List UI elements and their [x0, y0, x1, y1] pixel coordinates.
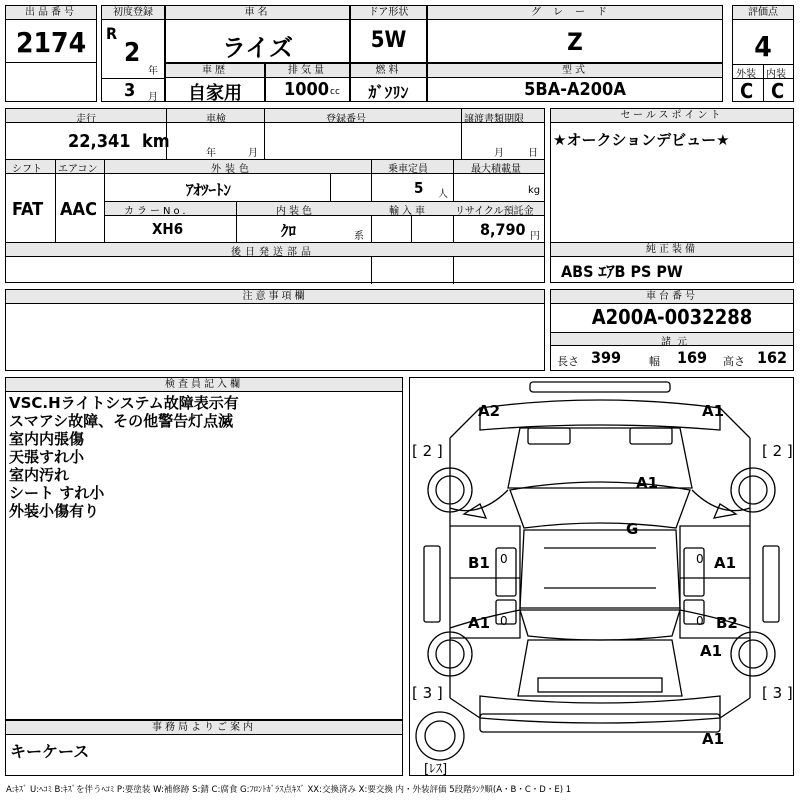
- mark-windshield: G: [626, 520, 639, 538]
- grade: Z: [567, 28, 583, 56]
- lot-number: 2174: [16, 26, 87, 59]
- max-load-label: 最大積載量: [471, 164, 521, 175]
- interior-color-suffix: 系: [354, 231, 364, 242]
- max-load-unit: kg: [528, 185, 541, 196]
- height-label: 高さ: [723, 355, 745, 368]
- model-code: 5BA-A200A: [524, 79, 626, 100]
- interior-grade: C: [771, 79, 785, 103]
- height: 162: [757, 348, 788, 367]
- equipment-box: [550, 242, 794, 283]
- legend: A:ｷｽﾞ U:ﾍｺﾐ B:ｷｽﾞを伴うﾍｺﾐ P:要塗装 W:補修跡 S:錆 C:腐食 G:ﾌﾛﾝﾄｶﾞﾗｽ点ｷｽﾞ XX:交換済み X:要交換 内・外装評価 5段階ﾗﾝｸ順(A・B・C・D・E) 1: [6, 785, 572, 795]
- exterior-grade: C: [740, 79, 754, 103]
- model-name: ライズ: [221, 34, 294, 62]
- model-name-box: [165, 5, 350, 63]
- lot-number-label: 出品番号: [6, 6, 96, 20]
- color-number-label: カラーNo.: [124, 206, 189, 217]
- color-number: XH6: [152, 220, 184, 238]
- exterior-color: ｱｵﾂｰﾄﾝ: [186, 181, 232, 199]
- import-label: 輸入車: [389, 206, 428, 217]
- registration-month: 3: [124, 80, 136, 101]
- chassis-number: A200A-0032288: [591, 305, 753, 329]
- ac-label: エアコン: [58, 164, 98, 175]
- grade-box: [427, 5, 723, 63]
- first-registration-label: 初度登録: [102, 6, 164, 20]
- era: R: [106, 24, 118, 43]
- interior-label: 内装: [766, 69, 786, 80]
- transfer-deadline-label: 譲渡書類期限: [464, 114, 524, 125]
- note-line: 外装小傷有り: [9, 502, 100, 520]
- displacement-unit: cc: [330, 87, 340, 97]
- recycle-deposit-label: リサイクル預託金: [455, 206, 534, 217]
- inspector-box: [5, 377, 403, 720]
- spec-label: 諸元: [661, 337, 693, 348]
- history-box: [165, 63, 265, 102]
- model-code-box: [427, 63, 723, 102]
- sales-point-label: セールスポイント: [551, 109, 793, 123]
- note-line: スマアシ故障、その他警告灯点滅: [9, 412, 234, 430]
- note-line: VSC.Hライトシステム故障表示有: [9, 394, 239, 412]
- mark-rear-bumper: A1: [702, 730, 725, 748]
- chassis-label: 車台番号: [551, 290, 793, 304]
- interior-color: ｸﾛ: [281, 222, 297, 240]
- mark-right-rear-door: B2: [716, 614, 738, 632]
- car-outline: [410, 378, 793, 775]
- first-registration-box: [101, 5, 165, 102]
- damage-diagram: [409, 377, 794, 776]
- displacement: 1000: [284, 79, 330, 100]
- width: 169: [677, 348, 708, 367]
- shift: FAT: [12, 199, 44, 220]
- mark-left-front-door: B1: [468, 554, 490, 572]
- recycle-unit: 円: [530, 231, 540, 242]
- note-line: シート すれ小: [9, 484, 105, 502]
- equipment-text: ABS ｴｱB PS PW: [561, 262, 683, 281]
- inspection-month-unit: 月: [248, 148, 258, 159]
- sales-point-box: [550, 108, 794, 243]
- mark-front-bumper-left: A2: [478, 402, 501, 420]
- tire-mark: 0: [500, 614, 508, 628]
- history: 自家用: [188, 83, 242, 104]
- model-name-label: 車名: [166, 6, 349, 20]
- mark-right-front-door: A1: [714, 554, 737, 572]
- mark-front-tire-left: [ 2 ]: [412, 442, 443, 460]
- seats: 5: [414, 179, 424, 197]
- office-text: キーケース: [10, 742, 90, 761]
- mark-rear-tire-right: [ 3 ]: [762, 684, 793, 702]
- mark-hood: A1: [636, 474, 659, 492]
- door-type: 5W: [370, 28, 407, 53]
- tire-mark: 0: [696, 552, 704, 566]
- exterior-label: 外装: [736, 69, 756, 80]
- registration-year: 2: [124, 38, 141, 68]
- shift-label: シフト: [12, 164, 42, 175]
- inspector-notes: [9, 394, 239, 520]
- displacement-label: 排気量: [266, 64, 349, 78]
- length-label: 長さ: [557, 355, 579, 368]
- seats-label: 乗車定員: [388, 164, 428, 175]
- chassis-box: [550, 289, 794, 371]
- notes-label: 注意事項欄: [6, 290, 544, 304]
- transfer-month-unit: 月: [494, 148, 504, 159]
- note-line: 室内汚れ: [9, 466, 70, 484]
- office-box: [5, 720, 403, 776]
- tire-mark: 0: [500, 552, 508, 566]
- score: 4: [754, 30, 772, 63]
- door-box: [350, 5, 427, 63]
- transfer-day-unit: 日: [528, 148, 538, 159]
- interior-color-label: 内装色: [276, 206, 315, 217]
- office-label: 事務局よりご案内: [6, 721, 402, 735]
- lot-number-box: [5, 5, 97, 102]
- score-label: 評価点: [733, 6, 793, 20]
- sales-point-text: ★オークションデビュー★: [553, 131, 730, 149]
- notes-box: [5, 289, 545, 371]
- inspector-label: 検査員記入欄: [6, 378, 402, 392]
- mark-rear-tire-left: [ 3 ]: [412, 684, 443, 702]
- model-code-label: 型式: [428, 64, 722, 78]
- mark-right-rear-fender: A1: [700, 642, 723, 660]
- year-unit: 年: [148, 66, 158, 77]
- history-label: 車歴: [166, 64, 264, 78]
- score-box: [732, 5, 794, 102]
- grade-label: グレード: [428, 6, 722, 20]
- displacement-box: [265, 63, 350, 102]
- fuel-box: [350, 63, 427, 102]
- seats-unit: 人: [438, 189, 448, 200]
- mileage: 22,341: [68, 131, 131, 152]
- inspection-label: 車検: [206, 114, 226, 125]
- registration-number-label: 登録番号: [326, 114, 366, 125]
- width-label: 幅: [649, 355, 660, 368]
- equipment-label: 純正装備: [551, 243, 793, 257]
- mark-left-rear-door: A1: [468, 614, 491, 632]
- tire-mark: 0: [696, 614, 704, 628]
- mark-front-tire-right: [ 2 ]: [762, 442, 793, 460]
- mark-spare-tire: [ﾚｽ]: [424, 762, 448, 777]
- inspection-year-unit: 年: [206, 148, 216, 159]
- fuel: ｶﾞｿﾘﾝ: [368, 83, 409, 102]
- length: 399: [591, 348, 622, 367]
- later-parts-label: 後日発送部品: [231, 247, 315, 258]
- exterior-color-label: 外装色: [211, 164, 253, 175]
- month-unit: 月: [148, 92, 158, 103]
- vehicle-detail-grid: [5, 108, 545, 283]
- recycle-deposit: 8,790: [480, 220, 526, 239]
- air-conditioner: AAC: [60, 199, 97, 220]
- note-line: 天張すれ小: [9, 448, 85, 466]
- mileage-unit: km: [142, 131, 170, 152]
- mileage-label: 走行: [76, 114, 96, 125]
- door-label: ドア形状: [351, 6, 426, 20]
- mark-front-bumper-right: A1: [702, 402, 725, 420]
- note-line: 室内内張傷: [9, 430, 85, 448]
- fuel-label: 燃料: [351, 64, 426, 78]
